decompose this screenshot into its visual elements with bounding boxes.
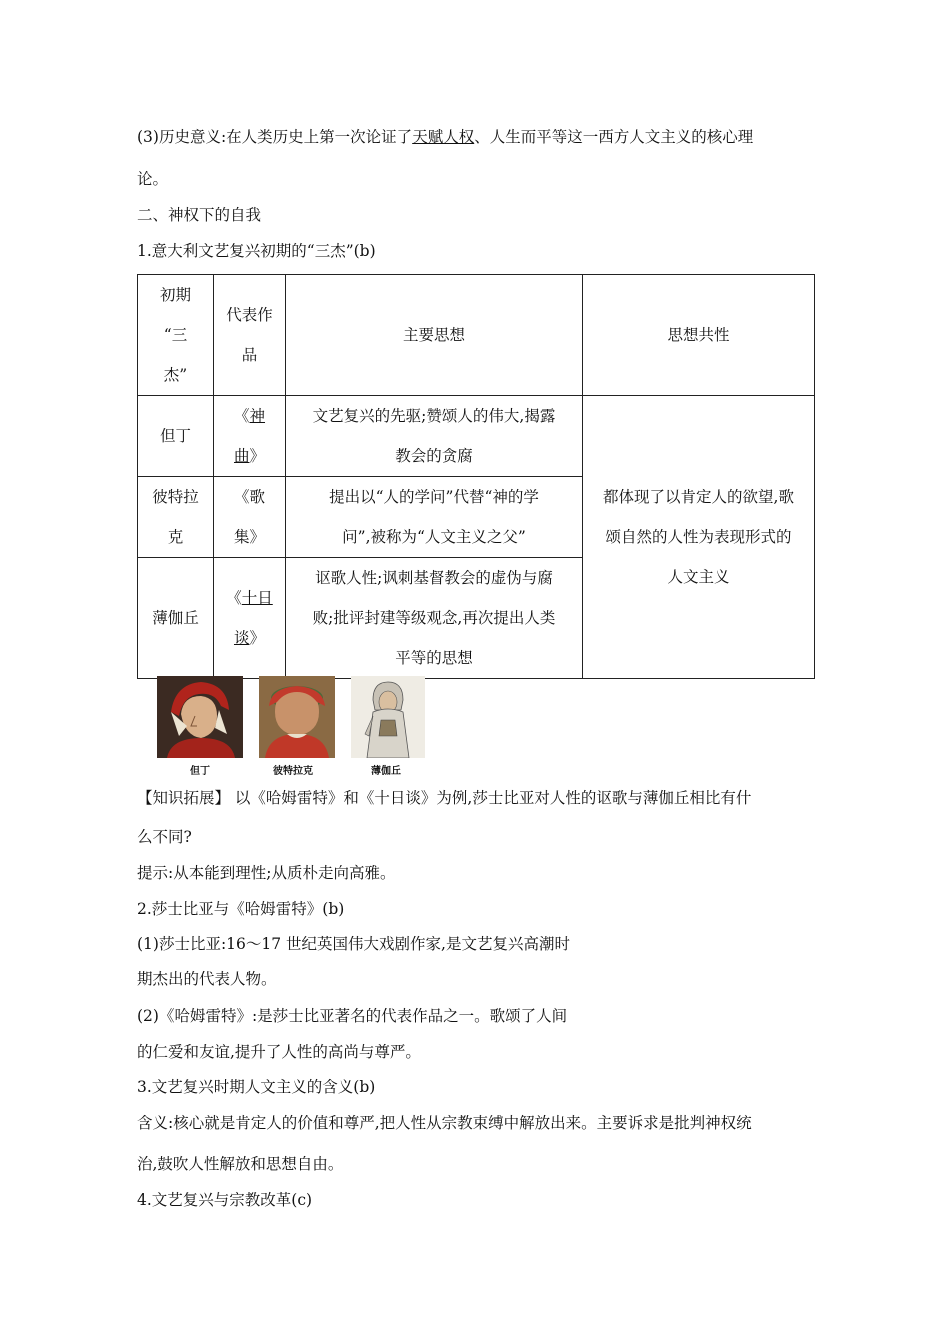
significance-text-cont: 、人生而平等这一西方人文主义的核心理 <box>474 128 754 146</box>
hint-line: 提示:从本能到理性;从质朴走向高雅。 <box>137 864 396 882</box>
name-cell: 但丁 <box>138 396 214 477</box>
humanism-meaning-line-1: 含义:核心就是肯定人的价值和尊严,把人性从宗教束缚中解放出来。主要诉求是批判神权统 <box>137 1114 752 1132</box>
significance-line-1 <box>137 126 753 148</box>
petrarch-portrait <box>259 676 335 777</box>
hamlet-line-1: (2)《哈姆雷特》:是莎士比亚著名的代表作品之一。歌颂了人间 <box>137 1007 568 1025</box>
knowledge-extension-line-2: 么不同? <box>137 828 192 846</box>
common-thought-cell: 都体现了以肯定人的欲望,歌 颂自然的人性为表现形式的 人文主义 <box>583 396 815 679</box>
humanism-meaning-line-2: 治,鼓吹人性解放和思想自由。 <box>137 1155 344 1173</box>
dante-portrait <box>157 676 243 777</box>
name-cell: 彼特拉 克 <box>138 477 214 558</box>
item-3-title: 3.文艺复兴时期人文主义的含义(b) <box>137 1078 376 1096</box>
item-4-title: 4.文艺复兴与宗教改革(c) <box>137 1191 313 1209</box>
table-header-row <box>138 275 815 396</box>
item-2-title: 2.莎士比亚与《哈姆雷特》(b) <box>137 900 345 918</box>
table-row <box>138 396 815 477</box>
idea-cell: 提出以“人的学问”代替“神的学 问”,被称为“人文主义之父” <box>286 477 583 558</box>
name-cell: 薄伽丘 <box>138 558 214 679</box>
shakespeare-line-1: (1)莎士比亚:16～17 世纪英国伟大戏剧作家,是文艺复兴高潮时 <box>137 935 570 953</box>
significance-text: (3)历史意义:在人类历史上第一次论证了 <box>137 128 413 146</box>
work-cell: 《十日 谈》 <box>214 558 286 679</box>
work-cell: 《神 曲》 <box>214 396 286 477</box>
idea-cell: 文艺复兴的先驱;赞颂人的伟大,揭露 教会的贪腐 <box>286 396 583 477</box>
hamlet-line-2: 的仁爱和友谊,提升了人性的高尚与尊严。 <box>137 1043 421 1061</box>
portrait-caption: 但丁 <box>190 766 210 777</box>
boccaccio-portrait <box>351 676 425 777</box>
knowledge-extension-line-1: 【知识拓展】 以《哈姆雷特》和《十日谈》为例,莎士比亚对人性的讴歌与薄伽丘相比有什 <box>137 789 752 807</box>
header-cell-works: 代表作 品 <box>214 275 286 396</box>
header-cell-ideas: 主要思想 <box>286 275 583 396</box>
underlined-term: 天赋人权 <box>412 128 475 146</box>
idea-cell: 讴歌人性;讽刺基督教会的虚伪与腐 败;批评封建等级观念,再次提出人类 平等的思想 <box>286 558 583 679</box>
item-1-title: 1.意大利文艺复兴初期的“三杰”(b) <box>137 242 376 260</box>
significance-line-2: 论。 <box>137 170 169 188</box>
portrait-caption: 薄伽丘 <box>371 766 401 777</box>
header-cell-masters: 初期 “三 杰” <box>138 275 214 396</box>
shakespeare-line-2: 期杰出的代表人物。 <box>137 970 277 988</box>
work-cell: 《歌 集》 <box>214 477 286 558</box>
portrait-caption: 彼特拉克 <box>273 766 313 777</box>
header-cell-common: 思想共性 <box>583 275 815 396</box>
section-heading: 二、神权下的自我 <box>137 206 262 224</box>
three-masters-table <box>137 274 815 679</box>
